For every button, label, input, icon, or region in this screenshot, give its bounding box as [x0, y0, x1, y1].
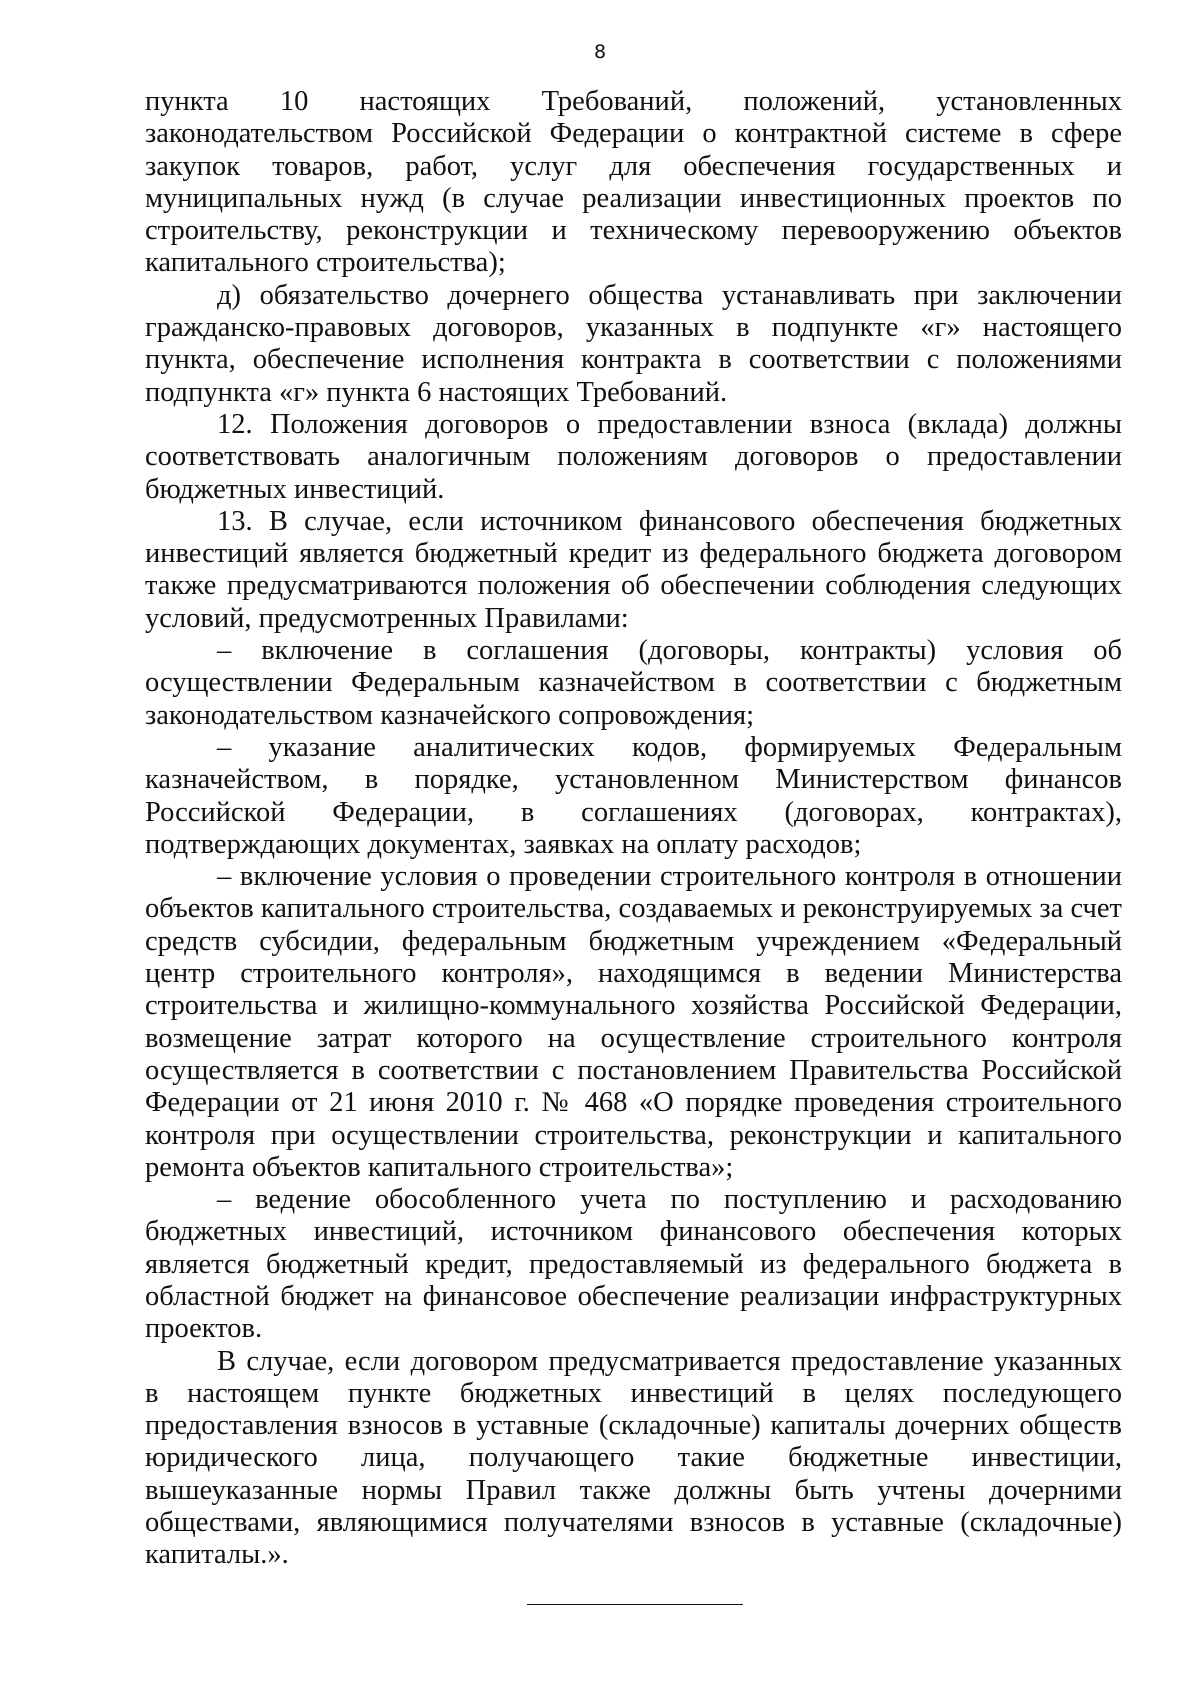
paragraph-item-11d: д) обязательство дочернего общества устанавливать при заключении гражданско-правовых договоров, указанных в подпункте «г» настоящего пункта, обеспечение исполнения контракта в соответствии с положениями подпункта «г» пункта 6 настоящих Требований. — [145, 279, 1122, 408]
list-item-analytic-codes: – указание аналитических кодов, формируемых Федеральным казначейством, в порядке, установленном Министерством финансов Российской Федерации, в соглашениях (договорах, контрактах), подтверждающих документах, заявках на оплату расходов; — [145, 731, 1122, 860]
list-item-separate-accounting: – ведение обособленного учета по поступлению и расходованию бюджетных инвестиций, источником финансового обеспечения которых является бюджетный кредит, предоставляемый из федерального бюджета в областной бюджет на финансовое обеспечение реализации инфраструктурных проектов. — [145, 1184, 1122, 1345]
list-item-treasury-support: – включение в соглашения (договоры, контракты) условия об осуществлении Федеральным казначейством в соответствии с бюджетным законодательством казначейского сопровождения; — [145, 635, 1122, 731]
paragraph-continuation-item-11g: пункта 10 настоящих Требований, положений, установленных законодательством Российской Федерации о контрактной системе в сфере закупок товаров, работ, услуг для обеспечения государственных и муниципальных нужд (в случае реализации инвестиционных проектов по строительству, реконструкции и техническому перевооружению объектов капитального строительства); — [145, 86, 1122, 279]
document-body — [145, 86, 1122, 1572]
paragraph-item-12: 12. Положения договоров о предоставлении взноса (вклада) должны соответствовать аналогичным положениям договоров о предоставлении бюджетных инвестиций. — [145, 408, 1122, 505]
page-number: 8 — [593, 41, 607, 63]
list-item-construction-control: – включение условия о проведении строительного контроля в отношении объектов капитального строительства, создаваемых и реконструируемых за счет средств субсидии, федеральным бюджетным учреждением «Федеральный центр строительного контроля», находящимся в ведении Министерства строительства и жилищно-коммунального хозяйства Российской Федерации, возмещение затрат которого на осуществление строительного контроля осуществляется в соответствии с постановлением Правительства Российской Федерации от 21 июня 2010 г. № 468 «О порядке проведения строительного контроля при осуществлении строительства, реконструкции и капитального ремонта объектов капитального строительства»; — [145, 861, 1122, 1183]
closing-divider-line — [527, 1604, 743, 1605]
paragraph-closing: В случае, если договором предусматривается предоставление указанных в настоящем пункте бюджетных инвестиций в целях последующего предоставления взносов в уставные (складочные) капиталы дочерних обществ юридического лица, получающего такие бюджетные инвестиции, вышеуказанные нормы Правил также должны быть учтены дочерними обществами, являющимися получателями взносов в уставные (складочные) капиталы.». — [145, 1345, 1122, 1571]
paragraph-item-13: 13. В случае, если источником финансового обеспечения бюджетных инвестиций является бюджетный кредит из федерального бюджета договором также предусматриваются положения об обеспечении соблюдения следующих условий, предусмотренных Правилами: — [145, 505, 1122, 634]
